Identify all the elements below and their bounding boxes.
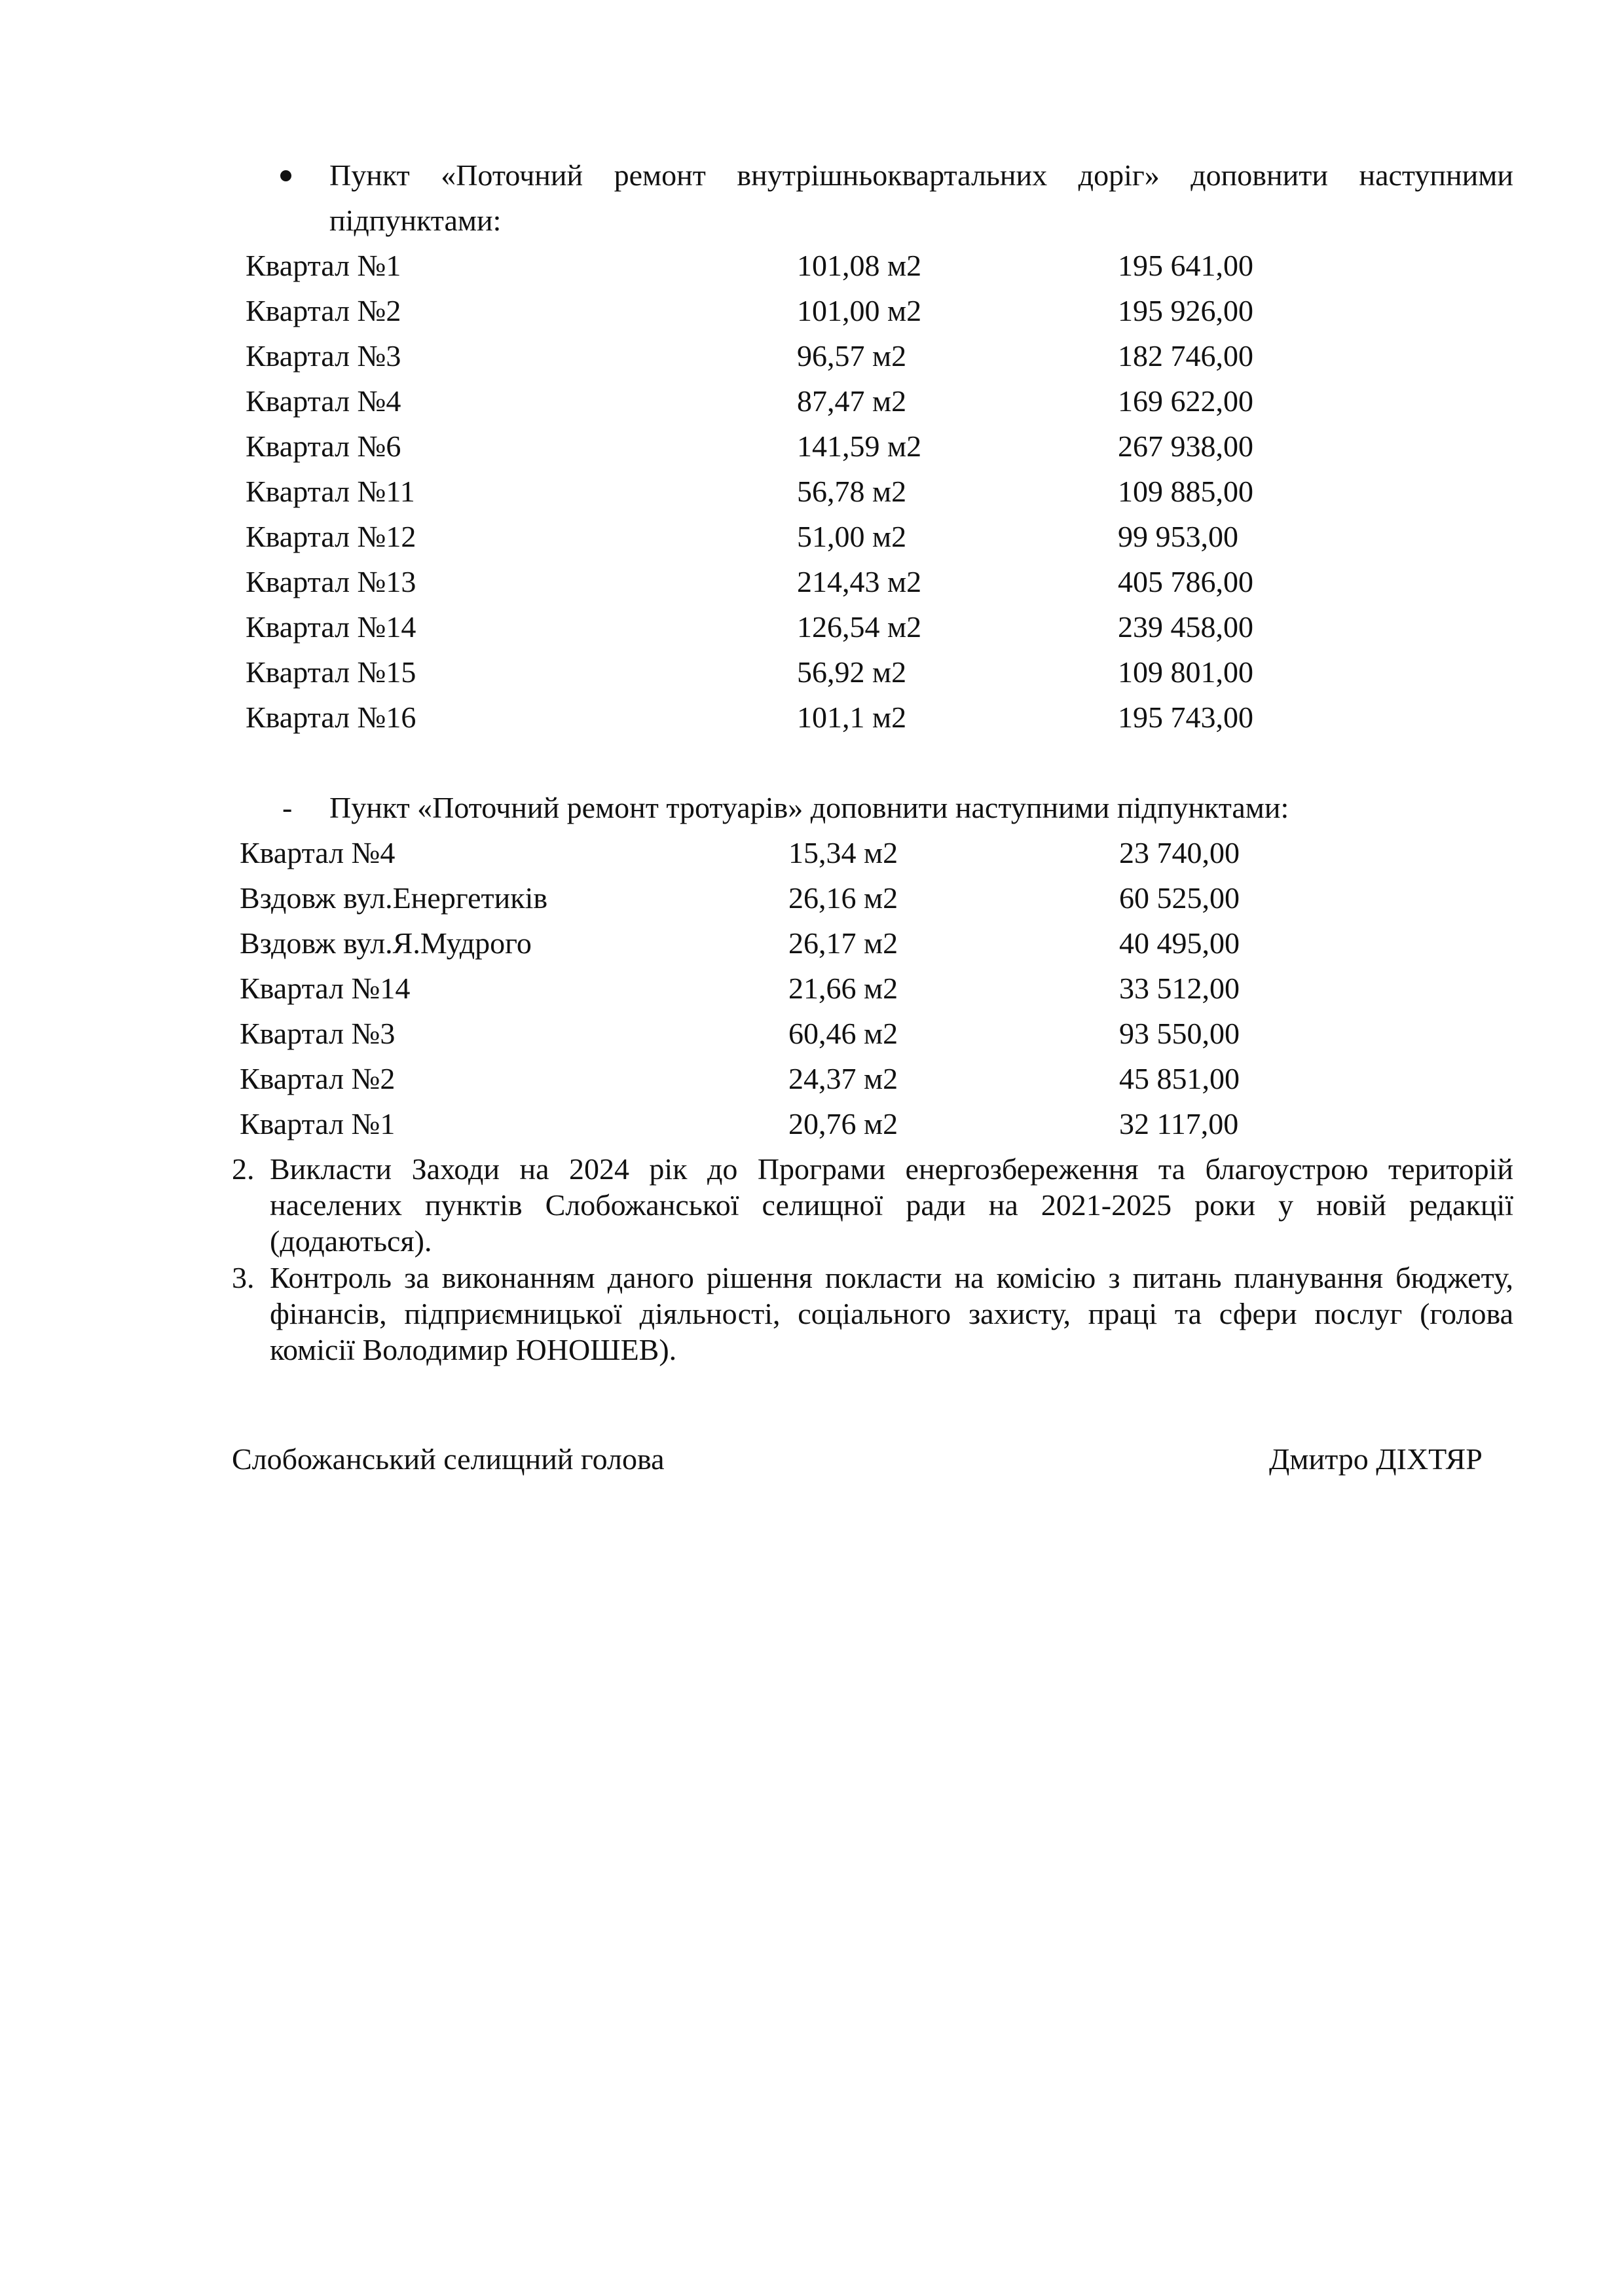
table-row-cost: 195 926,00 <box>1118 294 1253 327</box>
table-row-name: Квартал №1 <box>246 249 401 282</box>
table-row-area: 56,78 м2 <box>797 475 907 508</box>
table-row-area: 60,46 м2 <box>788 1017 898 1050</box>
table-row-cost: 60 525,00 <box>1119 881 1240 915</box>
table-row-name: Квартал №12 <box>246 520 416 553</box>
table-row-area: 87,47 м2 <box>797 384 907 418</box>
table-row-area: 51,00 м2 <box>797 520 907 553</box>
table-row-name: Квартал №4 <box>240 836 396 869</box>
signature-position: Слобожанський селищний голова <box>232 1442 665 1476</box>
table-row-cost: 23 740,00 <box>1119 836 1240 869</box>
table-row-cost: 195 743,00 <box>1118 701 1253 734</box>
table-row-cost: 182 746,00 <box>1118 339 1253 373</box>
table-row-area: 56,92 м2 <box>797 655 907 689</box>
table-row-cost: 45 851,00 <box>1119 1062 1240 1095</box>
clause-number: 2. <box>232 1152 255 1186</box>
clause-text: Викласти Заходи на 2024 рік до Програми енергозбереження та благоустрою територій населених пунктів Слобожанської селищної ради на 2021-2025 роки у новій редакції (додаються). <box>270 1152 1513 1258</box>
table-row-area: 101,08 м2 <box>797 249 922 282</box>
table-row-area: 24,37 м2 <box>788 1062 898 1095</box>
table-row-area: 26,16 м2 <box>788 881 898 915</box>
signature-name: Дмитро ДІХТЯР <box>1269 1442 1483 1476</box>
table-row-area: 214,43 м2 <box>797 565 922 598</box>
table-row-name: Квартал №13 <box>246 565 416 598</box>
table-row-cost: 93 550,00 <box>1119 1017 1240 1050</box>
clause-text: Контроль за виконанням даного рішення покласти на комісію з питань планування бюджету, фінансів, підприємницької діяльності, соціального захисту, праці та сфери послуг (голова комісії Володимир ЮНОШЕВ). <box>270 1261 1513 1366</box>
table-row-cost: 195 641,00 <box>1118 249 1253 282</box>
clause-number: 3. <box>232 1261 255 1294</box>
table-row-name: Квартал №2 <box>240 1062 396 1095</box>
table-row-name: Квартал №6 <box>246 429 401 463</box>
table-row-name: Квартал №1 <box>240 1107 396 1140</box>
table-row-name: Квартал №11 <box>246 475 415 508</box>
table-row-area: 126,54 м2 <box>797 610 922 644</box>
table-row-name: Вздовж вул.Енергетиків <box>240 881 548 915</box>
table-row-area: 101,1 м2 <box>797 701 907 734</box>
bullet-icon <box>280 170 291 181</box>
table-row-area: 26,17 м2 <box>788 926 898 960</box>
table-row-area: 20,76 м2 <box>788 1107 898 1140</box>
section1-heading-line2: підпунктами: <box>329 204 502 237</box>
table-row-name: Квартал №14 <box>246 610 416 644</box>
table-row-name: Квартал №3 <box>246 339 401 373</box>
table-row-name: Квартал №15 <box>246 655 416 689</box>
table-row-cost: 267 938,00 <box>1118 429 1253 463</box>
table-row-cost: 405 786,00 <box>1118 565 1253 598</box>
table-row-name: Квартал №3 <box>240 1017 396 1050</box>
table-row-area: 15,34 м2 <box>788 836 898 869</box>
table-row-area: 96,57 м2 <box>797 339 907 373</box>
table-row-cost: 32 117,00 <box>1119 1107 1239 1140</box>
table-row-name: Квартал №4 <box>246 384 401 418</box>
table-row-cost: 109 885,00 <box>1118 475 1253 508</box>
table-row-name: Квартал №16 <box>246 701 416 734</box>
table-row-name: Квартал №14 <box>240 972 411 1005</box>
table-row-cost: 239 458,00 <box>1118 610 1253 644</box>
table-row-area: 21,66 м2 <box>788 972 898 1005</box>
table-row-cost: 40 495,00 <box>1119 926 1240 960</box>
table-row-cost: 169 622,00 <box>1118 384 1253 418</box>
table-row-name: Квартал №2 <box>246 294 401 327</box>
table-row-cost: 109 801,00 <box>1118 655 1253 689</box>
table-row-area: 141,59 м2 <box>797 429 922 463</box>
table-row-cost: 99 953,00 <box>1118 520 1238 553</box>
table-row-cost: 33 512,00 <box>1119 972 1240 1005</box>
section1-heading-line1: Пункт «Поточний ремонт внутрішньоквартальних доріг» доповнити наступними <box>329 158 1513 192</box>
table-row-name: Вздовж вул.Я.Мудрого <box>240 926 532 960</box>
dash-marker: - <box>282 791 293 824</box>
section2-heading: Пункт «Поточний ремонт тротуарів» доповнити наступними підпунктами: <box>329 791 1289 824</box>
table-row-area: 101,00 м2 <box>797 294 922 327</box>
